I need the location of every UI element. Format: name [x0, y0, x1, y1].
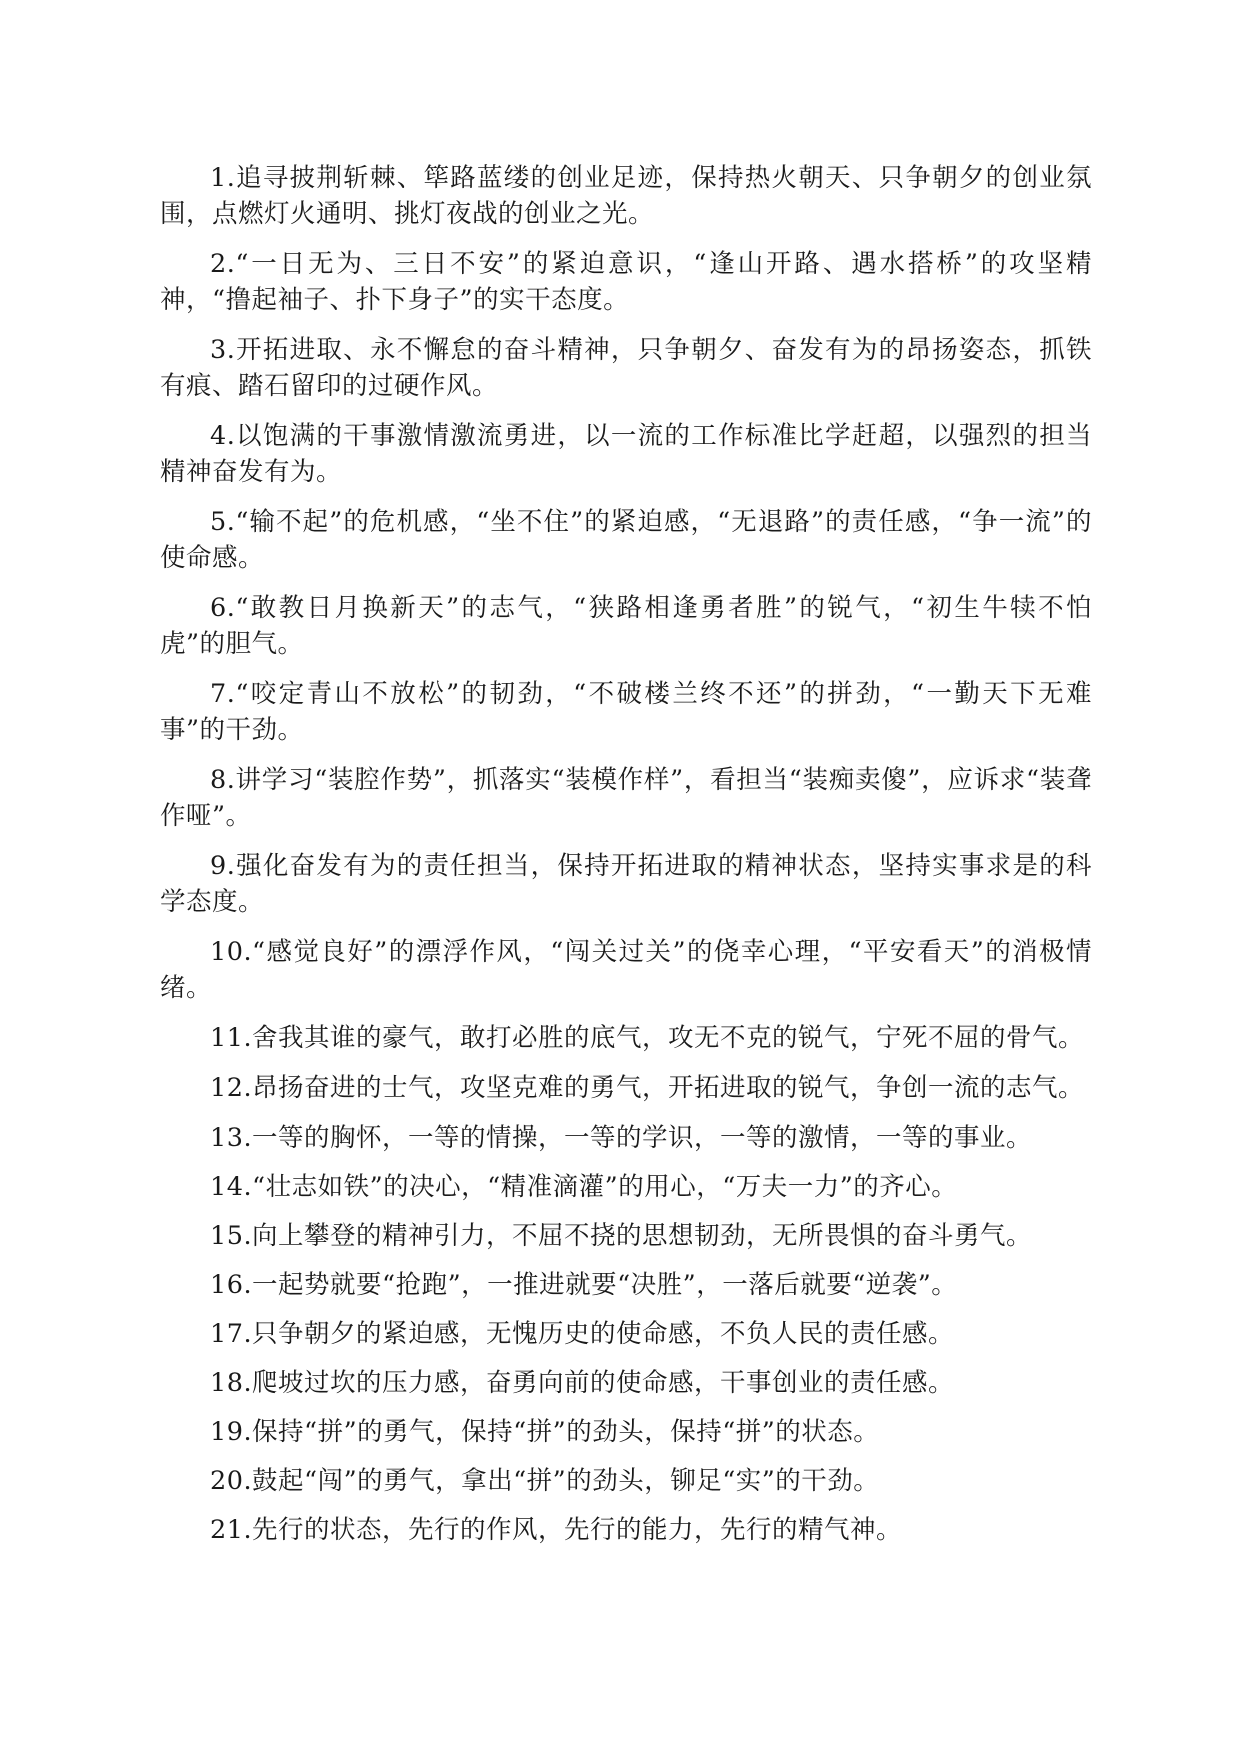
- list-item: 12.昂扬奋进的士气，攻坚克难的勇气，开拓进取的锐气，争创一流的志气。: [210, 1073, 1085, 1103]
- list-item: 11.舍我其谁的豪气，敢打必胜的底气，攻无不克的锐气，宁死不屈的骨气。: [210, 1023, 1085, 1053]
- list-item: 15.向上攀登的精神引力，不屈不挠的思想韧劲，无所畏惧的奋斗勇气。: [210, 1221, 1033, 1251]
- list-item: 2.“一日无为、三日不安”的紧迫意识，“逢山开路、遇水搭桥”的攻坚精神，“撸起袖子、扑下身子”的实干态度。: [160, 249, 1092, 315]
- list-item: 18.爬坡过坎的压力感，奋勇向前的使命感，干事创业的责任感。: [210, 1368, 955, 1398]
- list-item: 3.开拓进取、永不懈怠的奋斗精神，只争朝夕、奋发有为的昂扬姿态，抓铁有痕、踏石留印的过硬作风。: [160, 335, 1092, 401]
- list-item: 5.“输不起”的危机感，“坐不住”的紧迫感，“无退路”的责任感，“争一流”的使命感。: [160, 507, 1092, 573]
- list-item: 20.鼓起“闯”的勇气，拿出“拼”的劲头，铆足“实”的干劲。: [210, 1466, 880, 1496]
- list-item: 13.一等的胸怀，一等的情操，一等的学识，一等的激情，一等的事业。: [210, 1123, 1033, 1153]
- list-item: 17.只争朝夕的紧迫感，无愧历史的使命感，不负人民的责任感。: [210, 1319, 955, 1349]
- list-item: 7.“咬定青山不放松”的韧劲，“不破楼兰终不还”的拼劲，“一勤天下无难事”的干劲。: [160, 679, 1092, 745]
- list-item: 6.“敢教日月换新天”的志气，“狭路相逢勇者胜”的锐气，“初生牛犊不怕虎”的胆气。: [160, 593, 1092, 659]
- list-item: 1.追寻披荆斩棘、筚路蓝缕的创业足迹，保持热火朝天、只争朝夕的创业氛围，点燃灯火通明、挑灯夜战的创业之光。: [160, 163, 1092, 229]
- list-item: 21.先行的状态，先行的作风，先行的能力，先行的精气神。: [210, 1515, 903, 1545]
- document-body: [160, 160, 1092, 1561]
- list-item: 19.保持“拼”的勇气，保持“拼”的劲头，保持“拼”的状态。: [210, 1417, 880, 1447]
- list-item: 8.讲学习“装腔作势”，抓落实“装模作样”，看担当“装痴卖傻”，应诉求“装聋作哑”。: [160, 765, 1092, 831]
- list-item: 4.以饱满的干事激情激流勇进，以一流的工作标准比学赶超，以强烈的担当精神奋发有为。: [160, 421, 1092, 487]
- list-item: 9.强化奋发有为的责任担当，保持开拓进取的精神状态，坚持实事求是的科学态度。: [160, 851, 1092, 917]
- list-item: 10.“感觉良好”的漂浮作风，“闯关过关”的侥幸心理，“平安看天”的消极情绪。: [160, 937, 1092, 1003]
- list-item: 16.一起势就要“抢跑”，一推进就要“决胜”，一落后就要“逆袭”。: [210, 1270, 958, 1300]
- list-item: 14.“壮志如铁”的决心，“精准滴灌”的用心，“万夫一力”的齐心。: [210, 1172, 958, 1202]
